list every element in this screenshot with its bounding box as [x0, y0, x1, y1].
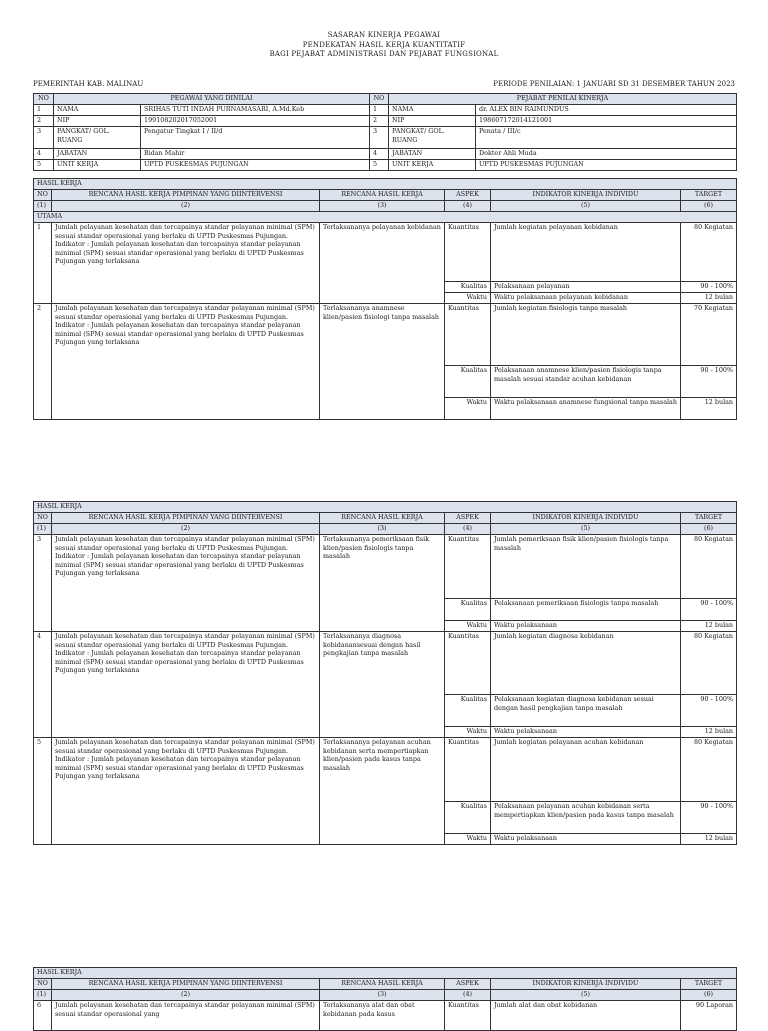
indicator: Waktu pelaksanaan anamnese fungsional tanpa masalah — [491, 398, 681, 420]
column-header-row — [34, 979, 737, 990]
aspect-time: Waktu — [445, 727, 491, 738]
col-number: (6) — [681, 201, 737, 212]
target: 80 Kegiatan — [681, 738, 737, 802]
col-number: (4) — [445, 990, 491, 1001]
col-number: (6) — [681, 990, 737, 1001]
section-label: HASIL KERJA — [34, 502, 737, 513]
assessor-name: dr. ALEX BIN RAIMUNDUS — [476, 105, 737, 116]
row-no: 3 — [34, 535, 52, 632]
row-no: 6 — [34, 1001, 52, 1031]
col-number: (2) — [52, 524, 320, 535]
leader-plan: Jumlah pelayanan kesehatan dan tercapainya standar pelayanan minimal (SPM) sesuai standar operasional yang berlaku di UPTD Puskesmas Pujungan. Indikator : Jumlah pelayanan kesehatan dan tercapainya standar pelayanan minimal (SPM) sesuai standar operasional yang berlaku di UPTD Puskesmas Pujungan yang terlaksana — [52, 535, 320, 632]
identity-row — [34, 149, 737, 160]
aspect-time: Waktu — [445, 293, 491, 304]
indicator: Jumlah alat dan obat kebidanan — [491, 1001, 681, 1031]
identity-no: 5 — [34, 160, 54, 171]
aspect-quality: Kualitas — [445, 802, 491, 834]
identity-label: UNIT KERJA — [54, 160, 141, 171]
identity-no-header-2: NO — [370, 94, 389, 105]
col-target: TARGET — [681, 190, 737, 201]
target: 12 bulan — [681, 727, 737, 738]
col-number: (3) — [320, 524, 445, 535]
section-label: HASIL KERJA — [34, 968, 737, 979]
indicator: Waktu pelaksanaan pelayanan kebidanan — [491, 293, 681, 304]
indicator: Jumlah kegiatan pelayanan acuhan kebidanan — [491, 738, 681, 802]
col-number: (1) — [34, 201, 52, 212]
col-aspect: ASPEK — [445, 979, 491, 990]
identity-row — [34, 105, 737, 116]
work-plan: Terlaksananya pelayanan kebidanan — [320, 223, 445, 304]
column-number-row — [34, 524, 737, 535]
aspect-quantity: Kuantitas — [445, 738, 491, 802]
col-no: NO — [34, 513, 52, 524]
aspect-quality: Kualitas — [445, 282, 491, 293]
indicator: Waktu pelaksanaan — [491, 834, 681, 845]
identity-no: 5 — [370, 160, 389, 171]
identity-no: 3 — [34, 127, 54, 149]
col-aspect: ASPEK — [445, 190, 491, 201]
identity-table — [33, 93, 737, 171]
indicator: Waktu pelaksanaan — [491, 621, 681, 632]
leader-plan: Jumlah pelayanan kesehatan dan tercapainya standar pelayanan minimal (SPM) sesuai standar operasional yang berlaku di UPTD Puskesmas Pujungan. Indikator : Jumlah pelayanan kesehatan dan tercapainya standar pelayanan minimal (SPM) sesuai standar operasional yang berlaku di UPTD Puskesmas Pujungan yang terlaksana — [52, 304, 320, 420]
table-row — [34, 738, 737, 802]
col-indicator: INDIKATOR KINERJA INDIVIDU — [491, 190, 681, 201]
target: 12 bulan — [681, 834, 737, 845]
col-number: (3) — [320, 990, 445, 1001]
identity-row — [34, 160, 737, 171]
work-table-page-3 — [33, 967, 737, 1031]
identity-label: PANGKAT/ GOL. RUANG — [389, 127, 476, 149]
employee-position: Bidan Mahir — [141, 149, 370, 160]
table-row — [34, 632, 737, 695]
column-number-row — [34, 990, 737, 1001]
target: 90 - 100% — [681, 366, 737, 398]
identity-no: 4 — [34, 149, 54, 160]
target: 90 - 100% — [681, 599, 737, 621]
employee-rank: Pengatur Tingkat I / II/d — [141, 127, 370, 149]
employee-nip: 199108202017052001 — [141, 116, 370, 127]
work-table-page-1 — [33, 178, 737, 420]
work-plan: Terlaksananya pelayanan acuhan kebidanan serta mempertiapkan klien/pasien pada kasus tanpa masalah — [320, 738, 445, 845]
col-leader-plan: RENCANA HASIL KERJA PIMPINAN YANG DIINTERVENSI — [52, 190, 320, 201]
indicator: Jumlah kegiatan pelayanan kebidanan — [491, 223, 681, 282]
identity-label: NAMA — [389, 105, 476, 116]
title-line-1: SASARAN KINERJA PEGAWAI — [327, 31, 441, 39]
indicator: Pelaksanaan pelayanan acuhan kebidanan serta mempertiapkan klien/pasien pada kasus tanpa masalah — [491, 802, 681, 834]
identity-label: PANGKAT/ GOL. RUANG — [54, 127, 141, 149]
col-indicator: INDIKATOR KINERJA INDIVIDU — [491, 513, 681, 524]
leader-plan: Jumlah pelayanan kesehatan dan tercapainya standar pelayanan minimal (SPM) sesuai standar operasional yang — [52, 1001, 320, 1031]
identity-label: NAMA — [54, 105, 141, 116]
indicator: Jumlah kegiatan fisiologis tanpa masalah — [491, 304, 681, 366]
assessor-unit: UPTD PUSKESMAS PUJUNGAN — [476, 160, 737, 171]
indicator: Waktu pelaksanaan — [491, 727, 681, 738]
work-plan: Terlaksananya pemeriksaan fisik klien/pasien fisiologis tanpa masalah — [320, 535, 445, 632]
col-number: (2) — [52, 990, 320, 1001]
target: 80 Kegiatan — [681, 223, 737, 282]
identity-no: 3 — [370, 127, 389, 149]
identity-label: JABATAN — [389, 149, 476, 160]
identity-no: 1 — [370, 105, 389, 116]
row-no: 4 — [34, 632, 52, 738]
section-label: HASIL KERJA — [34, 179, 737, 190]
identity-no: 2 — [34, 116, 54, 127]
identity-label: JABATAN — [54, 149, 141, 160]
work-plan: Terlaksananya alat dan obat kebidanan pada kasus — [320, 1001, 445, 1031]
target: 12 bulan — [681, 621, 737, 632]
col-number: (3) — [320, 201, 445, 212]
row-no: 1 — [34, 223, 52, 304]
indicator: Pelaksanaan pemeriksaan fisiologis tanpa masalah — [491, 599, 681, 621]
col-indicator: INDIKATOR KINERJA INDIVIDU — [491, 979, 681, 990]
col-number: (1) — [34, 990, 52, 1001]
assessor-rank: Penata / III/c — [476, 127, 737, 149]
identity-header-row — [34, 94, 737, 105]
row-no: 2 — [34, 304, 52, 420]
col-number: (2) — [52, 201, 320, 212]
col-number: (1) — [34, 524, 52, 535]
table-row — [34, 304, 737, 366]
work-plan: Terlaksananya diagnosa kebidanansesuai dengan hasil pengkajian tanpa masalah — [320, 632, 445, 738]
target: 12 bulan — [681, 293, 737, 304]
col-plan: RENCANA HASIL KERJA — [320, 513, 445, 524]
leader-plan: Jumlah pelayanan kesehatan dan tercapainya standar pelayanan minimal (SPM) sesuai standar operasional yang berlaku di UPTD Puskesmas Pujungan. Indikator : Jumlah pelayanan kesehatan dan tercapainya standar pelayanan minimal (SPM) sesuai standar operasional yang berlaku di UPTD Puskesmas Pujungan yang terlaksana — [52, 632, 320, 738]
aspect-time: Waktu — [445, 398, 491, 420]
government-label: PEMERINTAH KAB. MALINAU — [33, 80, 144, 88]
indicator: Jumlah pemeriksaan fisik klien/pasien fisiologis tanpa masalah — [491, 535, 681, 599]
row-no: 5 — [34, 738, 52, 845]
table-row — [34, 535, 737, 599]
target: 80 Kegiatan — [681, 632, 737, 695]
indicator: Jumlah kegiatan diagnosa kebidanan — [491, 632, 681, 695]
table-row — [34, 223, 737, 282]
col-no: NO — [34, 190, 52, 201]
indicator: Pelaksanaan pelayanan — [491, 282, 681, 293]
document-title — [0, 31, 768, 60]
title-line-2: PENDEKATAN HASIL KERJA KUANTITATIF — [302, 40, 466, 49]
table-row — [34, 1001, 737, 1031]
period-label: PERIODE PENILAIAN: 1 JANUARI SD 31 DESEMBER TAHUN 2023 — [493, 80, 735, 88]
col-leader-plan: RENCANA HASIL KERJA PIMPINAN YANG DIINTERVENSI — [52, 513, 320, 524]
identity-no-header: NO — [34, 94, 54, 105]
title-line-3: BAGI PEJABAT ADMINISTRASI DAN PEJABAT FUNGSIONAL — [269, 50, 499, 58]
col-aspect: ASPEK — [445, 513, 491, 524]
col-target: TARGET — [681, 979, 737, 990]
aspect-quantity: Kuantitas — [445, 304, 491, 366]
identity-row — [34, 116, 737, 127]
target: 80 Kegiatan — [681, 535, 737, 599]
target: 90 - 100% — [681, 695, 737, 727]
work-plan: Terlaksananya anamnese klien/pasien fisiologi tanpa masalah — [320, 304, 445, 420]
col-number: (5) — [491, 990, 681, 1001]
target: 90 - 100% — [681, 802, 737, 834]
employee-header: PEGAWAI YANG DINILAI — [54, 94, 370, 105]
col-number: (5) — [491, 201, 681, 212]
assessor-nip: 198607172014121001 — [476, 116, 737, 127]
col-plan: RENCANA HASIL KERJA — [320, 979, 445, 990]
identity-no: 2 — [370, 116, 389, 127]
utama-label: UTAMA — [34, 212, 737, 223]
employee-unit: UPTD PUSKESMAS PUJUNGAN — [141, 160, 370, 171]
aspect-quality: Kualitas — [445, 366, 491, 398]
col-number: (5) — [491, 524, 681, 535]
identity-label: NIP — [54, 116, 141, 127]
target: 70 Kegiatan — [681, 304, 737, 366]
indicator: Pelaksanaan anamnese klien/pasien fisiologis tanpa masalah sesuai standar acuhan kebidanan — [491, 366, 681, 398]
identity-no: 1 — [34, 105, 54, 116]
column-header-row — [34, 513, 737, 524]
column-number-row — [34, 201, 737, 212]
identity-label: NIP — [389, 116, 476, 127]
aspect-quantity: Kuantitas — [445, 535, 491, 599]
col-no: NO — [34, 979, 52, 990]
aspect-quality: Kualitas — [445, 695, 491, 727]
work-table-page-2 — [33, 501, 737, 845]
column-header-row — [34, 190, 737, 201]
leader-plan: Jumlah pelayanan kesehatan dan tercapainya standar pelayanan minimal (SPM) sesuai standar operasional yang berlaku di UPTD Puskesmas Pujungan. Indikator : Jumlah pelayanan kesehatan dan tercapainya standar pelayanan minimal (SPM) sesuai standar operasional yang berlaku di UPTD Puskesmas Pujungan yang terlaksana — [52, 738, 320, 845]
aspect-quantity: Kuantitas — [445, 1001, 491, 1031]
aspect-quantity: Kuantitas — [445, 632, 491, 695]
col-target: TARGET — [681, 513, 737, 524]
target: 12 bulan — [681, 398, 737, 420]
col-number: (4) — [445, 524, 491, 535]
aspect-time: Waktu — [445, 834, 491, 845]
assessor-header: PEJABAT PENILAI KINERJA — [389, 94, 737, 105]
col-plan: RENCANA HASIL KERJA — [320, 190, 445, 201]
aspect-quantity: Kuantitas — [445, 223, 491, 282]
aspect-quality: Kualitas — [445, 599, 491, 621]
col-leader-plan: RENCANA HASIL KERJA PIMPINAN YANG DIINTERVENSI — [52, 979, 320, 990]
target: 90 Laporan — [681, 1001, 737, 1031]
col-number: (4) — [445, 201, 491, 212]
aspect-time: Waktu — [445, 621, 491, 632]
assessor-position: Dokter Ahli Muda — [476, 149, 737, 160]
identity-no: 4 — [370, 149, 389, 160]
indicator: Pelaksanaan kegiatan diagnosa kebidanan sesuai dengan hasil pengkajian tanpa masalah — [491, 695, 681, 727]
col-number: (6) — [681, 524, 737, 535]
identity-label: UNIT KERJA — [389, 160, 476, 171]
identity-row — [34, 127, 737, 149]
target: 90 - 100% — [681, 282, 737, 293]
employee-name: SRIHAS TUTI INDAH PURNAMASARI, A.Md.Keb — [141, 105, 370, 116]
leader-plan: Jumlah pelayanan kesehatan dan tercapainya standar pelayanan minimal (SPM) sesuai standar operasional yang berlaku di UPTD Puskesmas Pujungan. Indikator : Jumlah pelayanan kesehatan dan tercapainya standar pelayanan minimal (SPM) sesuai standar operasional yang berlaku di UPTD Puskesmas Pujungan yang terlaksana — [52, 223, 320, 304]
